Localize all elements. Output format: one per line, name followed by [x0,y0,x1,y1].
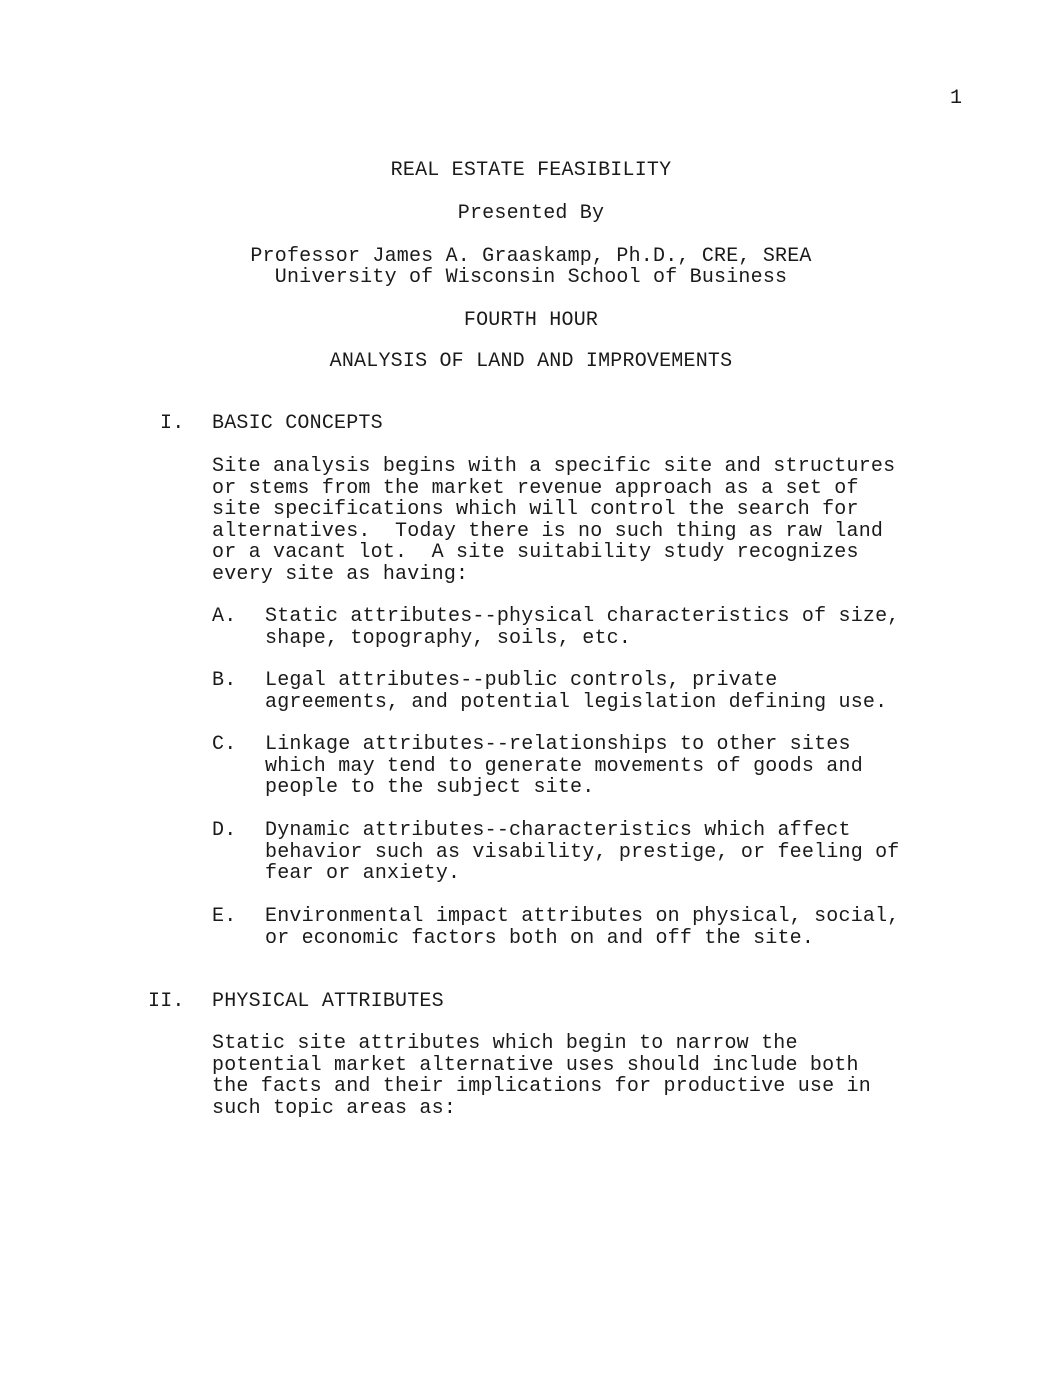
list-item-text-a: Static attributes--physical characteristics of size, shape, topography, soils, etc. [265,605,900,650]
session-label: FOURTH HOUR [463,309,599,332]
list-item-text-c: Linkage attributes--relationships to other sites which may tend to generate movements of goods and people to the subject site. [265,733,863,799]
list-item-text-d: Dynamic attributes--characteristics which affect behavior such as visability, prestige, or feeling of fear or anxiety. [265,819,900,885]
author-line-2: University of Wisconsin School of Business [274,266,788,289]
author-line-1: Professor James A. Graaskamp, Ph.D., CRE, SREA [250,245,812,268]
document-subtitle: ANALYSIS OF LAND AND IMPROVEMENTS [329,350,733,373]
section-1-heading: BASIC CONCEPTS [212,412,383,435]
list-item-letter-d: D. [212,819,237,842]
section-2-heading: PHYSICAL ATTRIBUTES [212,990,444,1013]
list-item-letter-a: A. [212,605,237,628]
section-1-intro: Site analysis begins with a specific site and structures or stems from the market revenue approach as a set of site specifications which will control the search for alternatives. Today there is no such thing as raw land or a vacant lot. A site suitability study recognizes every site as having: [212,455,896,586]
list-item-letter-b: B. [212,669,237,692]
section-2-numeral: II. [148,990,185,1013]
list-item-text-b: Legal attributes--public controls, private agreements, and potential legislation defining use. [265,669,888,714]
document-title: REAL ESTATE FEASIBILITY [390,159,672,182]
section-2-intro: Static site attributes which begin to narrow the potential market alternative uses should include both the facts and their implications for productive use in such topic areas as: [212,1032,871,1120]
list-item-text-e: Environmental impact attributes on physical, social, or economic factors both on and off the site. [265,905,900,950]
section-1-numeral: I. [160,412,185,435]
list-item-letter-e: E. [212,905,237,928]
presented-by: Presented By [457,202,605,225]
page-number: 1 [950,87,963,110]
list-item-letter-c: C. [212,733,237,756]
